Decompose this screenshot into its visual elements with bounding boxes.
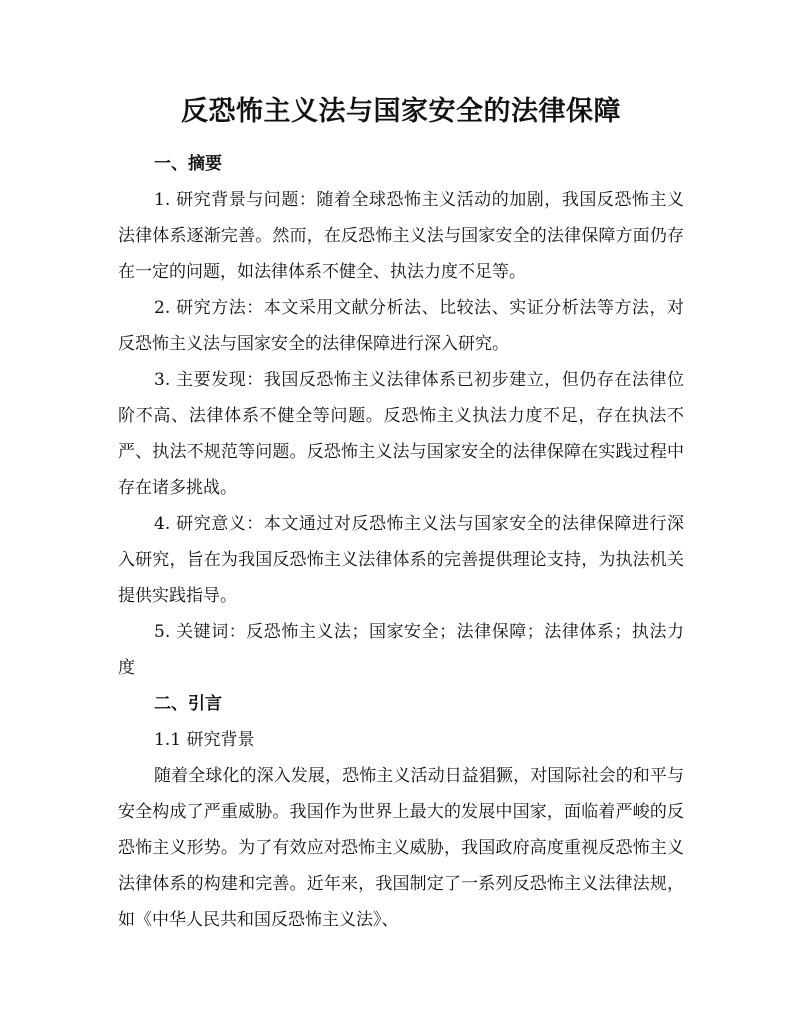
section-heading-abstract: 一、摘要	[154, 154, 222, 174]
abstract-item-2: 2. 研究方法：本文采用文献分析法、比较法、实证分析法等方法，对反恐怖主义法与国家安全的法律保障进行深入研究。	[118, 298, 684, 354]
section-heading-introduction: 二、引言	[154, 694, 222, 714]
subsection-heading-background: 1.1 研究背景	[154, 730, 255, 750]
document-page	[118, 92, 684, 938]
abstract-item-1: 1. 研究背景与问题：随着全球恐怖主义活动的加剧，我国反恐怖主义法律体系逐渐完善。然而，在反恐怖主义法与国家安全的法律保障方面仍存在一定的问题，如法律体系不健全、执法力度不足等。	[118, 190, 684, 282]
abstract-item-4: 4. 研究意义：本文通过对反恐怖主义法与国家安全的法律保障进行深入研究，旨在为我国反恐怖主义法律体系的完善提供理论支持，为执法机关提供实践指导。	[118, 514, 684, 606]
abstract-item-3: 3. 主要发现：我国反恐怖主义法律体系已初步建立，但仍存在法律位阶不高、法律体系不健全等问题。反恐怖主义执法力度不足，存在执法不严、执法不规范等问题。反恐怖主义法与国家安全的法律保障在实践过程中存在诸多挑战。	[118, 370, 684, 498]
abstract-item-5: 5. 关键词：反恐怖主义法；国家安全；法律保障；法律体系；执法力度	[118, 622, 684, 678]
background-paragraph: 随着全球化的深入发展，恐怖主义活动日益猖獗，对国际社会的和平与安全构成了严重威胁。我国作为世界上最大的发展中国家，面临着严峻的反恐怖主义形势。为了有效应对恐怖主义威胁，我国政府高度重视反恐怖主义法律体系的构建和完善。近年来，我国制定了一系列反恐怖主义法律法规，如《中华人民共和国反恐怖主义法》、	[118, 766, 684, 930]
document-title: 反恐怖主义法与国家安全的法律保障	[181, 96, 621, 127]
